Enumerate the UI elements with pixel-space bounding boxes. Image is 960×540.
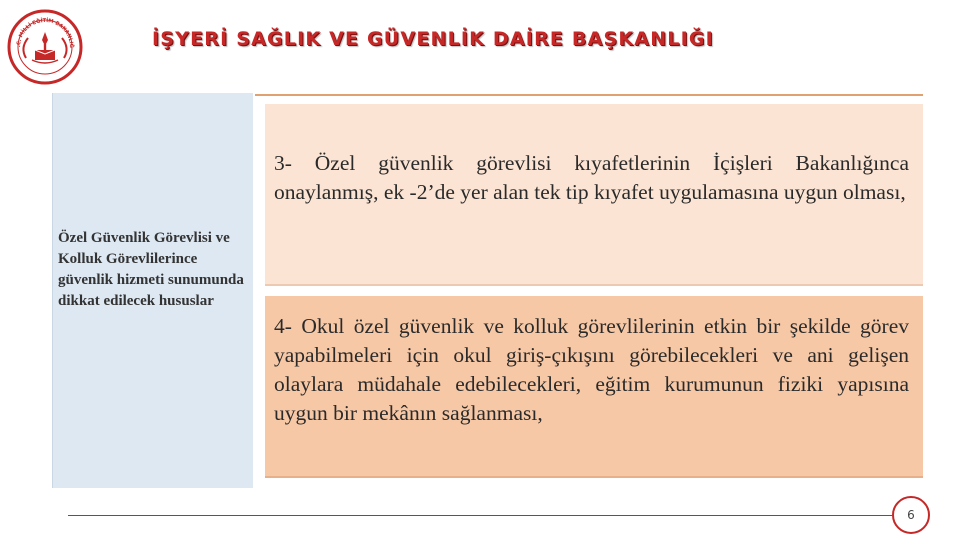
meb-seal-icon [6,8,84,86]
item-text: 4- Okul özel güvenlik ve kolluk görevlilerinin etkin bir şekilde görev yapabilmeleri için okul giriş-çıkışını görebilecekleri ve ani gelişen olaylara müdahale edebilecekleri, eğitim kurumunun fiziki yapısına uygun bir mekânın sağlanması, [274,314,909,425]
item-box-4 [265,294,923,478]
page-number: 6 [907,508,915,522]
footer-divider-left [68,515,480,516]
item-box-3 [265,104,923,286]
sidebar-label: Özel Güvenlik Görevlisi ve Kolluk Görevlilerince güvenlik hizmeti sunumunda dikkat edilecek hususlar [58,230,244,309]
footer-divider-right [480,515,892,516]
logo-text: .C. MİLLİ EĞİTİM BAKANLIĞ [15,17,75,49]
top-divider [255,94,923,96]
page-number-badge [892,496,930,534]
page-title: İŞYERİ SAĞLIK VE GÜVENLİK DAİRE BAŞKANLIĞI [152,28,714,50]
item-text: 3- Özel güvenlik görevlisi kıyafetlerinin İçişleri Bakanlığınca onaylanmış, ek -2’de yer alan tek tip kıyafet uygulamasına uygun olması, [274,151,909,204]
